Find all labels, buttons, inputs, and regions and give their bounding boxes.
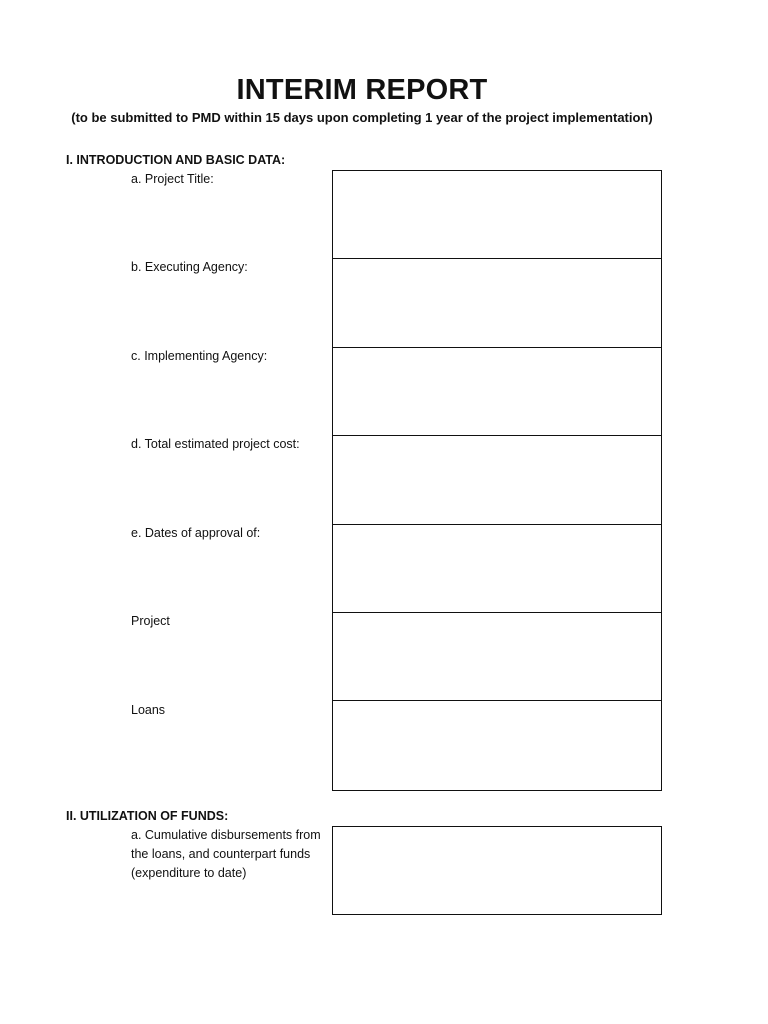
field-label-line: the loans, and counterpart funds bbox=[131, 847, 311, 861]
field-label-project-title: a. Project Title: bbox=[131, 172, 214, 186]
section-heading-utilization: II. UTILIZATION OF FUNDS: bbox=[66, 809, 229, 823]
implementing-agency-field[interactable] bbox=[333, 348, 661, 436]
field-label-implementing-agency: c. Implementing Agency: bbox=[131, 349, 268, 363]
cumulative-disbursements-field[interactable] bbox=[332, 826, 662, 915]
field-label-line: a. Cumulative disbursements from bbox=[131, 828, 321, 842]
introduction-fields-box bbox=[332, 170, 662, 791]
field-label-dates-of-approval: e. Dates of approval of: bbox=[131, 526, 261, 540]
total-cost-field[interactable] bbox=[333, 436, 661, 524]
field-label-cumulative-disbursements bbox=[131, 826, 331, 883]
executing-agency-field[interactable] bbox=[333, 259, 661, 347]
field-label-project: Project bbox=[131, 614, 170, 628]
report-subtitle: (to be submitted to PMD within 15 days upon completing 1 year of the project implementation) bbox=[71, 110, 653, 125]
field-label-loans: Loans bbox=[131, 703, 166, 717]
field-label-total-cost: d. Total estimated project cost: bbox=[131, 437, 300, 451]
field-label-line: (expenditure to date) bbox=[131, 866, 247, 880]
dates-of-approval-field[interactable] bbox=[333, 525, 661, 613]
project-approval-field[interactable] bbox=[333, 613, 661, 701]
loans-approval-field[interactable] bbox=[333, 701, 661, 789]
report-title: INTERIM REPORT bbox=[236, 74, 488, 106]
section-heading-introduction: I. INTRODUCTION AND BASIC DATA: bbox=[66, 153, 286, 167]
project-title-field[interactable] bbox=[333, 171, 661, 259]
field-label-executing-agency: b. Executing Agency: bbox=[131, 260, 248, 274]
